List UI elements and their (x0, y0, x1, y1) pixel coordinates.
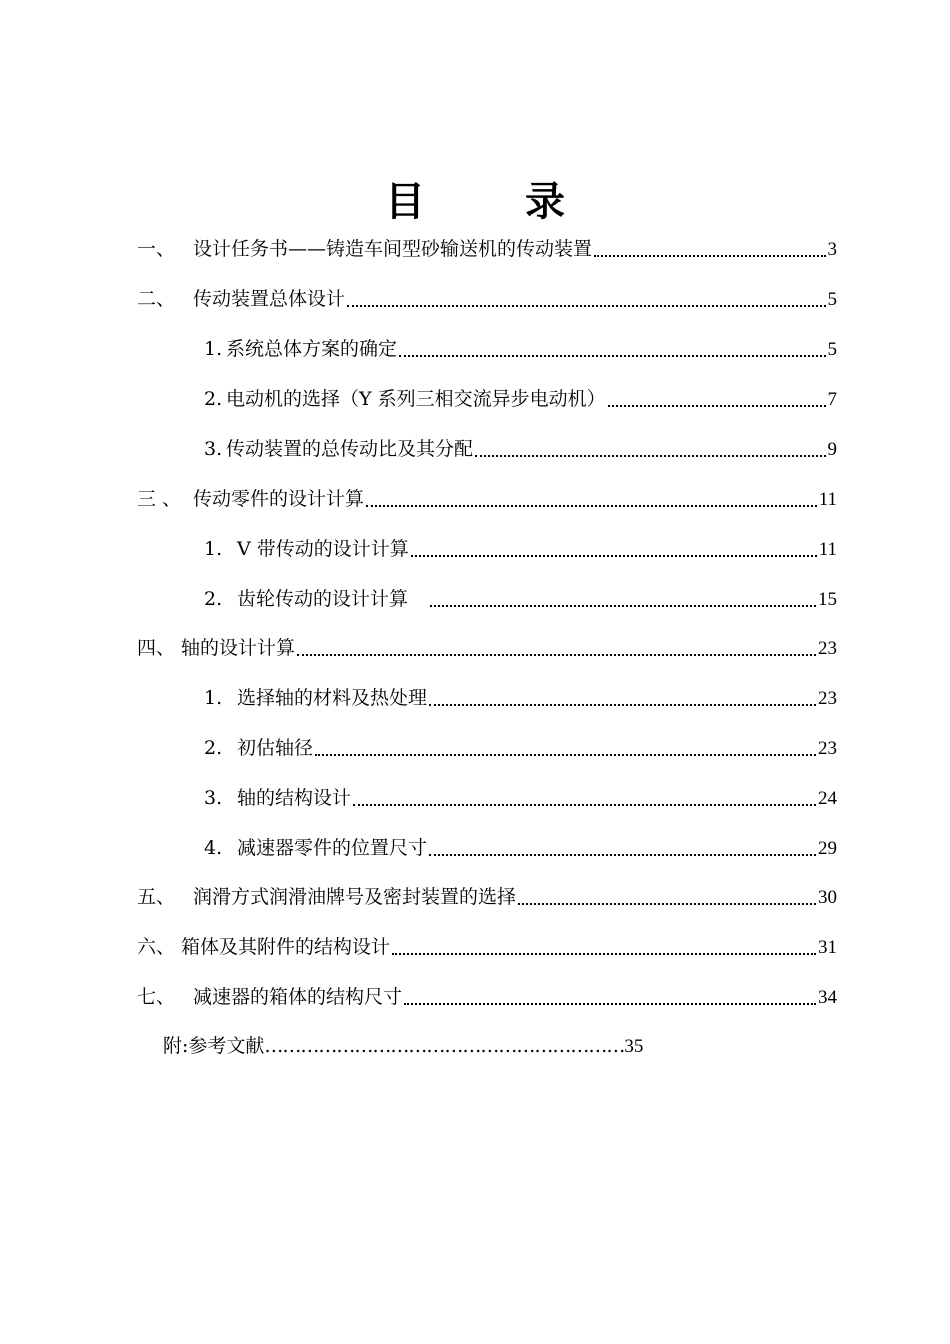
toc-entry[interactable] (137, 985, 837, 1010)
toc-entry-page: 23 (818, 638, 837, 659)
toc-entry-text: 轴的设计计算 (181, 637, 296, 659)
toc-subentry[interactable] (204, 686, 837, 711)
toc-entry-number: 六、 (137, 936, 176, 958)
toc-entry-text: 齿轮传动的设计计算 (237, 588, 409, 610)
toc-entry-number: 三 、 (137, 488, 182, 510)
toc-entry[interactable] (137, 636, 837, 661)
title-char-1: 目 (385, 178, 425, 225)
toc-entry-number: 3. (204, 787, 223, 809)
toc-entry-page: 5 (827, 339, 837, 360)
leader-dots (518, 903, 816, 905)
toc-entry-number: 2. (204, 588, 223, 610)
toc-entry-page: 9 (827, 439, 837, 460)
toc-entry-text: 设计任务书——铸造车间型砂输送机的传动装置 (193, 238, 593, 260)
toc-entry-number: 2. (204, 388, 223, 410)
leader-dots (392, 953, 816, 955)
toc-entry-text: 减速器零件的位置尺寸 (237, 837, 428, 859)
toc-entry-page: 11 (818, 539, 837, 560)
toc-subentry[interactable] (204, 736, 837, 761)
toc-entry[interactable] (137, 487, 837, 512)
reference-label: 附:参考文献 (163, 1035, 265, 1057)
toc-entry-text: 润滑方式润滑油牌号及密封装置的选择 (193, 886, 517, 908)
toc-entry-number: 七、 (137, 986, 176, 1008)
toc-entry-page: 24 (818, 788, 837, 809)
leader-dots (594, 255, 825, 257)
toc-subentry[interactable] (204, 587, 837, 612)
title-char-2: 录 (525, 178, 565, 225)
toc-entry-number: 二、 (137, 288, 176, 310)
toc-entry-page: 23 (818, 738, 837, 759)
toc-entry-page: 31 (818, 937, 837, 958)
toc-entry-number: 1. (204, 687, 223, 709)
toc-entry-number: 一、 (137, 238, 176, 260)
leader-dots (404, 1003, 816, 1005)
toc-entry-number: 1. (204, 538, 223, 560)
toc-entry-text: 系统总体方案的确定 (226, 338, 398, 360)
toc-entry-page: 11 (818, 489, 837, 510)
toc-entry-text: 传动装置总体设计 (193, 288, 346, 310)
toc-entry-page: 23 (818, 688, 837, 709)
leader-dots (353, 804, 816, 806)
toc-entry-text: 电动机的选择（Y 系列三相交流异步电动机） (226, 388, 606, 410)
toc-subentry[interactable] (204, 537, 837, 562)
toc-entry-page: 3 (827, 239, 837, 260)
toc-subentry[interactable] (204, 786, 837, 811)
toc-entry-number: 3. (204, 438, 223, 460)
leader-dots (475, 455, 825, 457)
toc-entry-text: V 带传动的设计计算 (237, 538, 409, 560)
reference-page: 35 (624, 1036, 644, 1057)
leader-dots (399, 355, 825, 357)
toc-entry[interactable] (137, 935, 837, 960)
leader-dots (429, 704, 816, 706)
toc-entry-number: 四、 (137, 637, 176, 659)
toc-entry[interactable] (137, 287, 837, 312)
reference-leader: …………………………………………………… (264, 1035, 625, 1057)
toc-title (0, 178, 950, 226)
toc-entry-text: 箱体及其附件的结构设计 (181, 936, 391, 958)
toc-entry-number: 4. (204, 837, 223, 859)
toc-subentry[interactable] (204, 836, 837, 861)
toc-entry-page: 34 (818, 987, 837, 1008)
toc-entry-page: 29 (818, 838, 837, 859)
leader-dots (411, 555, 817, 557)
leader-dots (315, 754, 816, 756)
toc-reference-entry[interactable] (163, 1034, 643, 1059)
toc-entry[interactable] (137, 237, 837, 262)
toc-entry-text: 选择轴的材料及热处理 (237, 687, 428, 709)
toc-entry-number: 五、 (137, 886, 176, 908)
leader-dots (297, 654, 816, 656)
toc-entry-page: 30 (818, 887, 837, 908)
leader-dots (608, 405, 826, 407)
toc-entry-text: 减速器的箱体的结构尺寸 (193, 986, 403, 1008)
toc-subentry[interactable] (204, 387, 837, 412)
leader-dots (430, 605, 816, 607)
toc-entry-number: 2. (204, 737, 223, 759)
toc-subentry[interactable] (204, 437, 837, 462)
leader-dots (429, 854, 816, 856)
toc-entry-page: 5 (827, 289, 837, 310)
toc-entry-number: 1. (204, 338, 223, 360)
toc-entry-text: 传动装置的总传动比及其分配 (226, 438, 474, 460)
toc-subentry[interactable] (204, 337, 837, 362)
toc-entry[interactable] (137, 885, 837, 910)
toc-entry-page: 15 (818, 589, 837, 610)
toc-entry-text: 初估轴径 (237, 737, 314, 759)
toc-entry-text: 传动零件的设计计算 (193, 488, 365, 510)
toc-entry-page: 7 (827, 389, 837, 410)
leader-dots (366, 505, 817, 507)
toc-entry-text: 轴的结构设计 (237, 787, 352, 809)
leader-dots (347, 305, 825, 307)
